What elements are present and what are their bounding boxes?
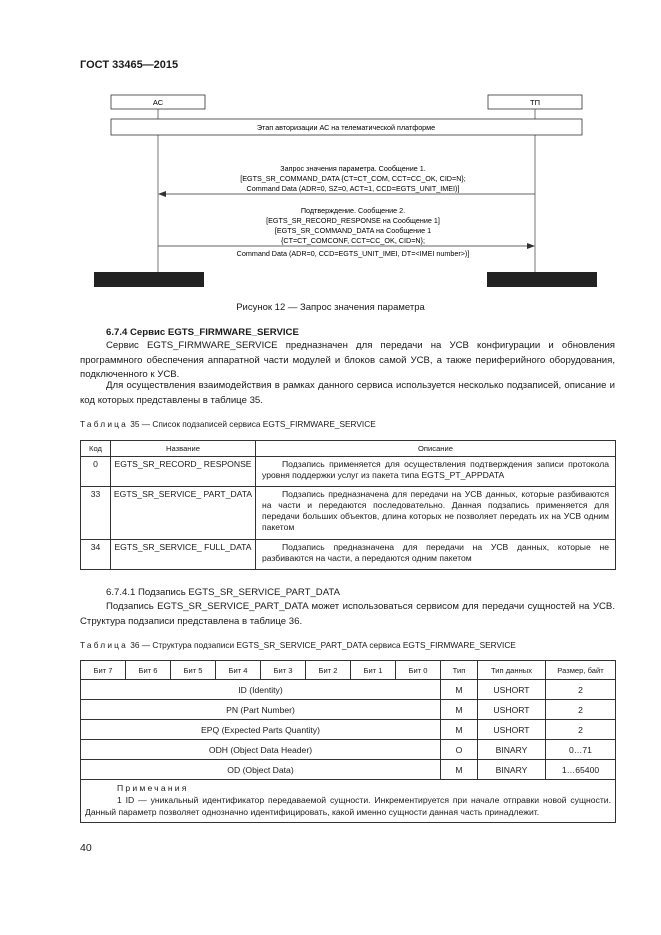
table35-caption <box>80 419 376 429</box>
msg2-line1: Подтверждение. Сообщение 2. <box>300 206 406 215</box>
table35-caption-rest: 35 — Список подзаписей сервиса EGTS_FIRMWARE_SERVICE <box>130 419 376 429</box>
t36-dtype: USHORT <box>478 720 546 740</box>
table-row <box>81 700 616 720</box>
table-row <box>81 540 616 570</box>
table35-caption-word: Таблица <box>80 419 128 429</box>
t35-name: EGTS_SR_SERVICE_ PART_DATA <box>111 487 256 540</box>
t36-type: M <box>441 680 478 700</box>
note-text: 1 ID — уникальный идентификатор передаваемой сущности. Инкрементируется при начале отправки новой сущности. Данный параметр позволяет однозначно идентифицировать, какой именно сущности данная часть принадлежит. <box>85 795 611 817</box>
msg2-line3: [EGTS_SR_COMMAND_DATA на Сообщение 1 <box>274 226 432 235</box>
t36-field: PN (Part Number) <box>81 700 441 720</box>
page-number: 40 <box>80 842 92 854</box>
section-para1: Сервис EGTS_FIRMWARE_SERVICE предназначен для передачи на УСВ конфигурации и обновления программного обеспечения аппаратной части модулей и блоков самой УСВ, а также периферийного оборудования, подключенного к УСВ. <box>80 340 615 380</box>
subsection-para: Подзапись EGTS_SR_SERVICE_PART_DATA может использоваться сервисом для передачи сущностей на УСВ. Структура подзаписи представлена в таблице 36. <box>80 601 615 627</box>
t36-field: EPQ (Expected Parts Quantity) <box>81 720 441 740</box>
t36-type: M <box>441 700 478 720</box>
msg2-line4: {CT=CT_COMCONF, CCT=CC_OK, CID=N}; <box>281 236 425 245</box>
table36-caption-word: Таблица <box>80 640 128 650</box>
msg2-arrowhead <box>527 243 535 249</box>
t36-header-type: Тип <box>441 661 478 680</box>
table-36 <box>80 660 616 823</box>
t35-code: 0 <box>81 457 111 487</box>
table-row <box>81 760 616 780</box>
table-35 <box>80 440 616 570</box>
t36-size: 1…65400 <box>546 760 616 780</box>
figure-caption: Рисунок 12 — Запрос значения параметра <box>236 302 425 313</box>
t36-field: ID (Identity) <box>81 680 441 700</box>
t36-header-bit6: Бит 6 <box>126 661 171 680</box>
t35-header-code: Код <box>81 441 111 457</box>
t36-dtype: BINARY <box>478 740 546 760</box>
table-row <box>81 487 616 540</box>
t36-type: M <box>441 720 478 740</box>
stage-label: Этап авторизации АС на телематической платформе <box>256 123 436 132</box>
activation-bar-right <box>487 272 597 287</box>
msg2-line5: Command Data (ADR=0, CCD=EGTS_UNIT_IMEI, DT=<IMEI number>)] <box>236 249 470 258</box>
t35-code: 34 <box>81 540 111 570</box>
t36-header-bit5: Бит 5 <box>171 661 216 680</box>
activation-bar-left <box>94 272 204 287</box>
table-row <box>81 720 616 740</box>
t35-desc: Подзапись предназначена для передачи на УСВ данных, которые не разбиваются на части, а передаются одним пакетом <box>256 540 616 570</box>
t36-dtype: BINARY <box>478 760 546 780</box>
t36-header-size: Размер, байт <box>546 661 616 680</box>
t36-type: M <box>441 760 478 780</box>
msg2-line2: [EGTS_SR_RECORD_RESPONSE на Сообщение 1] <box>266 216 440 225</box>
t36-size: 2 <box>546 720 616 740</box>
t36-header-bit3: Бит 3 <box>261 661 306 680</box>
actor-left-label: АС <box>152 98 164 107</box>
t35-header-desc: Описание <box>256 441 616 457</box>
t36-header-dtype: Тип данных <box>478 661 546 680</box>
t36-field: OD (Object Data) <box>81 760 441 780</box>
standard-header: ГОСТ 33465—2015 <box>80 59 179 71</box>
t36-header-bit7: Бит 7 <box>81 661 126 680</box>
t36-size: 2 <box>546 680 616 700</box>
t35-desc: Подзапись применяется для осуществления подтверждения записи протокола уровня поддержки услуг из пакета типа EGTS_PT_APPDATA <box>256 457 616 487</box>
t35-code: 33 <box>81 487 111 540</box>
t36-header-bit2: Бит 2 <box>306 661 351 680</box>
t36-dtype: USHORT <box>478 680 546 700</box>
table36-caption <box>80 640 516 650</box>
table-note-row <box>81 780 616 823</box>
actor-right-label: ТП <box>530 98 540 107</box>
table36-note <box>81 780 616 823</box>
t36-size: 2 <box>546 700 616 720</box>
t36-header-bit4: Бит 4 <box>216 661 261 680</box>
t35-name: EGTS_SR_RECORD_ RESPONSE <box>111 457 256 487</box>
t36-field: ODH (Object Data Header) <box>81 740 441 760</box>
table-row <box>81 740 616 760</box>
t36-type: O <box>441 740 478 760</box>
msg1-arrowhead <box>158 191 166 197</box>
note-title: Примечания <box>117 783 189 793</box>
table36-caption-rest: 36 — Структура подзаписи EGTS_SR_SERVICE_PART_DATA сервиса EGTS_FIRMWARE_SERVICE <box>130 640 516 650</box>
section-heading: 6.7.4 Сервис EGTS_FIRMWARE_SERVICE <box>106 327 299 338</box>
t35-desc: Подзапись предназначена для передачи на УСВ данных, которые разбиваются на части и передаются последовательно. Данная подзапись применяется для передачи больших объектов, длина которых не позволяет передать их на УСВ одним пакетом <box>256 487 616 540</box>
t36-header-bit0: Бит 0 <box>396 661 441 680</box>
t36-size: 0…71 <box>546 740 616 760</box>
subsection-heading: 6.7.4.1 Подзапись EGTS_SR_SERVICE_PART_DATA <box>106 587 340 598</box>
msg1-line1: Запрос значения параметра. Сообщение 1. <box>280 164 426 173</box>
msg1-line3: Command Data (ADR=0, SZ=0, ACT=1, CCD=EGTS_UNIT_IMEI)] <box>246 184 460 193</box>
msg1-line2: [EGTS_SR_COMMAND_DATA {CT=CT_COM, CCT=CC_OK, CID=N}; <box>240 174 466 183</box>
section-para2: Для осуществления взаимодействия в рамках данного сервиса используется несколько подзаписей, описание и код которых представлены в таблице 35. <box>80 380 615 406</box>
t35-header-name: Название <box>111 441 256 457</box>
t35-name: EGTS_SR_SERVICE_ FULL_DATA <box>111 540 256 570</box>
t36-header-bit1: Бит 1 <box>351 661 396 680</box>
table-row <box>81 457 616 487</box>
table-row <box>81 680 616 700</box>
sequence-diagram <box>0 0 661 300</box>
t36-dtype: USHORT <box>478 700 546 720</box>
